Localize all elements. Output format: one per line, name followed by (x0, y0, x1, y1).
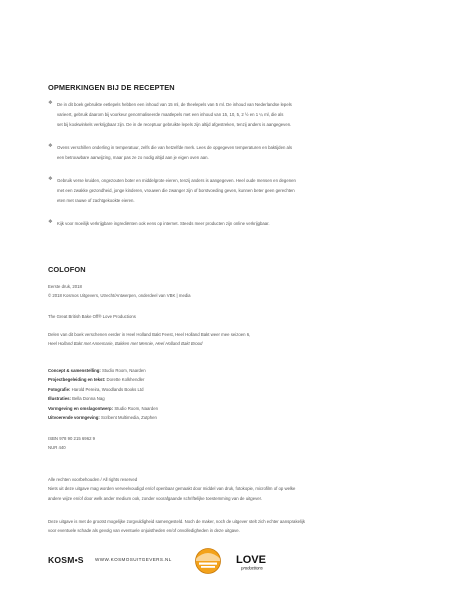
recipe-note-line: Kijk voor moeilijk verkrijgbare ingrediënten ook eens op internet. Steeds meer producten zijn online verkrijgbaar. (57, 221, 270, 227)
isbn-block (48, 434, 448, 453)
recipes-notes-heading: OPMERKINGEN BIJ DE RECEPTEN (48, 83, 175, 92)
credit-line (48, 366, 448, 375)
recipe-note-line: een betrouwbare aanwijzing, maar pas ze zo nodig altijd aan je eigen oven aan. (57, 155, 209, 161)
credit-line (48, 394, 448, 403)
credits-block (48, 366, 448, 422)
publisher-logos (48, 546, 418, 576)
credit-line (48, 404, 448, 413)
credit-line (48, 375, 448, 384)
license-block (48, 312, 448, 321)
credit-label: Projectbegeleiding en tekst: (48, 377, 106, 383)
recipe-note-item (48, 219, 438, 229)
nur-line: NUR 440 (48, 445, 66, 451)
recipe-note-line: varieert, gebruik daarom bij voorkeur genormaliseerde maatlepels met een inhoud van 15, 10, 5, 2 ½ en 1 ¼ ml, die als (57, 112, 284, 118)
love-logo-subtext: productions (241, 565, 263, 571)
credit-label: Uitvoerende vormgeving: (48, 415, 100, 421)
recipe-notes-list (48, 100, 438, 242)
colofon-heading: COLOFON (48, 265, 86, 274)
credit-label: Concept & samenstelling: (48, 368, 101, 373)
disclaimer-line: voor eventuele schade als gevolg van eventuele onjuistheden en/of onvolledigheden in deze uitgave. (48, 528, 240, 534)
recipe-note-item (48, 143, 438, 163)
credit-line (48, 385, 448, 394)
credit-value: Harold Pereira, Woodlands Books Ltd (71, 386, 144, 392)
love-logo-text: LOVE (236, 554, 266, 566)
credit-label: Illustraties: (48, 396, 71, 402)
license-line: The Great British Bake Off® Love Productions (48, 314, 136, 319)
credit-value: Dorette Kolkhendler (106, 377, 145, 383)
rights-block (48, 475, 448, 503)
edition-block (48, 282, 448, 301)
recipe-note-line: Gebruik verse kruiden, ongezouten boter en middelgrote eieren, tenzij anders is aangegeven. Heel oude mensen en degenen (57, 178, 296, 184)
credit-value: Studio Room, Naarden (101, 368, 146, 373)
series-titles-line: Heel Holland Bakt met Annemarie, Bakken met Mennie, Heel Holland Bakt Brood (48, 341, 203, 347)
isbn-line: ISBN 978 90 215 6962 9 (48, 436, 96, 441)
rights-line: andere wijze en/of door welk ander medium ook, zonder voorafgaande schriftelijke toestemming van de uitgever. (48, 495, 263, 501)
bullet-icon: ❖ (48, 142, 53, 149)
rights-line: Niets uit deze uitgave mag worden verveelvoudigd en/of openbaar gemaakt door middel van druk, fotokopie, microfilm of op welke (48, 486, 296, 492)
recipe-note-line: De in dit boek gebruikte eetlepels hebben een inhoud van 15 ml, de theelepels van 5 ml. De inhoud van Nederlandse lepels (57, 102, 292, 107)
series-block (48, 330, 448, 349)
edition-line: Eerste druk, 2018 (48, 284, 82, 289)
credit-line (48, 413, 448, 422)
disclaimer-block (48, 517, 448, 536)
kosmos-logo: KOSM•S (48, 555, 84, 565)
series-line: Delen van dit boek verschenen eerder in Heel Holland Bakt Feest, Heel Holland Bakt weer mee seizoen 6, (48, 332, 251, 337)
great-british-bake-off-logo-icon (188, 546, 228, 576)
recipe-note-item (48, 100, 438, 131)
credit-value: Scribent Multimedia, Zutphen (101, 415, 157, 421)
gbbo-banner-top (199, 563, 217, 565)
credit-label: Vormgeving en omslagontwerp: (48, 405, 114, 411)
recipe-note-item (48, 176, 438, 207)
bullet-icon: ❖ (48, 175, 53, 182)
rights-line: Alle rechten voorbehouden / All rights reserved (48, 477, 138, 482)
recipe-note-line: Ovens verschillen onderling in temperatuur, zelfs die van hetzelfde merk. Lees de opgegeven temperaturen en baktijden als (57, 145, 293, 151)
disclaimer-line: Deze uitgave is met de grootst mogelijke zorgvuldigheid samengesteld. Noch de maker, noch de uitgever stelt zich echter aansprakelijk (48, 519, 305, 524)
bullet-icon: ❖ (48, 218, 53, 225)
love-productions-logo-icon (235, 546, 267, 576)
copyright-line: © 2018 Kosmos Uitgevers, Utrecht/Antwerpen, onderdeel van VBK | media (48, 293, 191, 299)
recipe-note-line: set bij kookwinkels verkrijgbaar zijn. De in de receptuur gebruikte lepels zijn altijd afgestreken, tenzij anders is aangegeven. (57, 122, 292, 128)
credit-value: Studio Room, Naarden (114, 405, 159, 411)
bullet-icon: ❖ (48, 99, 53, 106)
gbbo-banner-bottom (201, 566, 215, 568)
recipe-note-line: eten met rauwe of zachtgekookte eieren. (57, 198, 135, 204)
recipe-note-line: met een zwakke gezondheid, jonge kinderen, vrouwen die zwanger zijn of borstvoeding geven, kunnen beter geen gerechten (57, 188, 295, 194)
credit-label: Fotografie: (48, 386, 71, 392)
publisher-url: WWW.KOSMOSUITGEVERS.NL (95, 557, 172, 562)
credit-value: Bella Donna Nag (72, 396, 105, 402)
